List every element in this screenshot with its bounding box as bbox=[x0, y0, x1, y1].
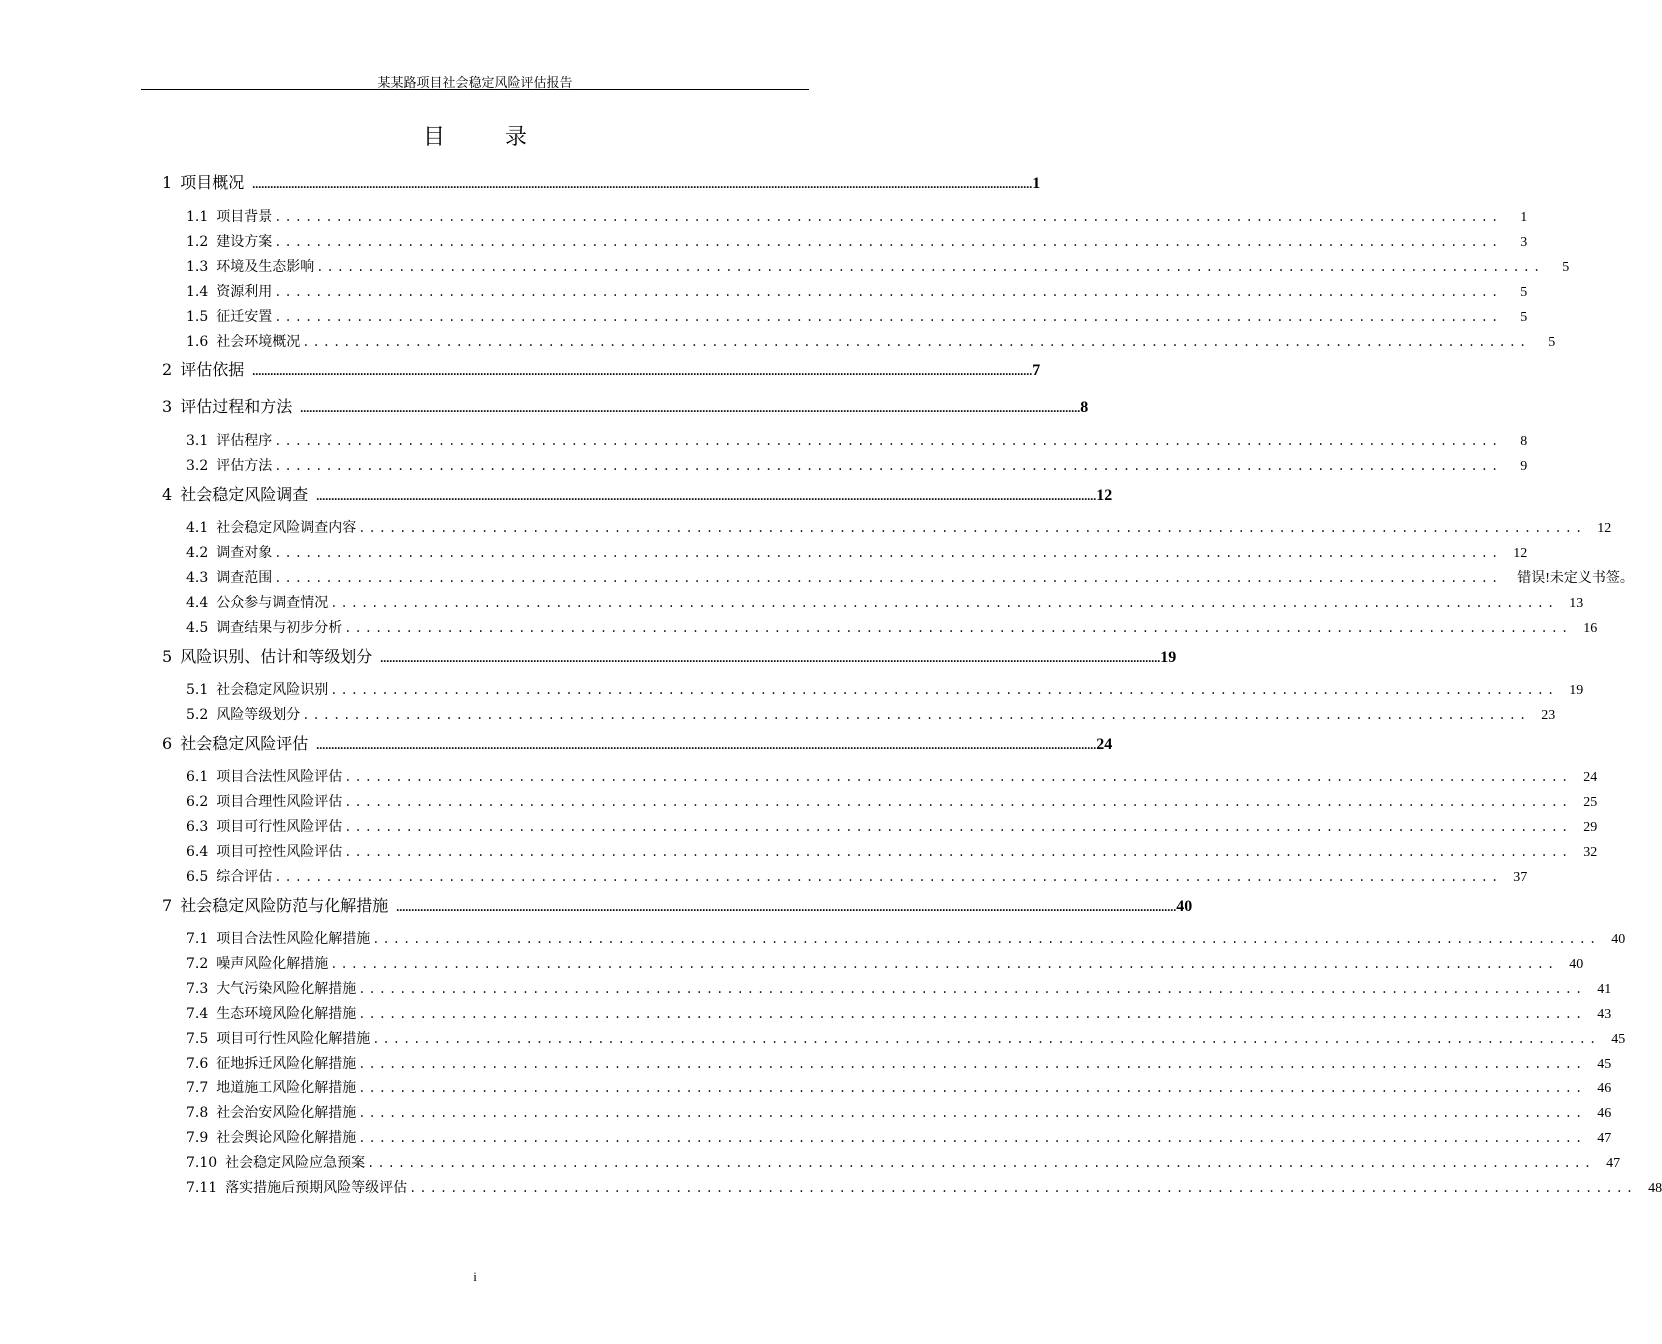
toc-chapter-entry[interactable] bbox=[162, 482, 1113, 505]
toc-entry-page: 1 bbox=[1520, 210, 1528, 225]
toc-section-entry[interactable] bbox=[186, 1177, 1662, 1197]
toc-entry-title: 项目可行性风险化解措施 bbox=[216, 1031, 371, 1047]
toc-entry-title: 项目可控性风险评估 bbox=[216, 844, 343, 860]
toc-chapter-entry[interactable] bbox=[162, 731, 1113, 754]
toc-entry-page: 48 bbox=[1648, 1181, 1662, 1196]
toc-entry-title: 征迁安置 bbox=[216, 309, 273, 325]
toc-entry-page: 40 bbox=[1176, 898, 1193, 915]
toc-entry-number: 7.10 bbox=[186, 1155, 218, 1171]
toc-entry-page: 40 bbox=[1569, 957, 1584, 972]
toc-bookmark-error: 错误!未定义书签。 bbox=[1517, 571, 1634, 586]
toc-entry-title: 项目可行性风险评估 bbox=[216, 819, 343, 835]
toc-leader-dots: ........................................................................................................................ bbox=[330, 683, 1558, 697]
toc-entry-title: 风险识别、估计和等级划分 bbox=[180, 647, 373, 666]
toc-entry-title: 风险等级划分 bbox=[216, 707, 301, 723]
toc-entry-number: 7.11 bbox=[186, 1180, 218, 1196]
toc-leader-dots: ........................................................................................................................ bbox=[274, 434, 1502, 448]
toc-entry-number: 7.3 bbox=[186, 981, 209, 997]
toc-entry-title: 评估程序 bbox=[216, 433, 273, 449]
toc-entry-number: 7.8 bbox=[186, 1105, 209, 1121]
toc-entry-title: 资源利用 bbox=[216, 284, 273, 300]
toc-leader-dots: ........................................................................................................................ bbox=[367, 1156, 1595, 1170]
toc-entry-page: 24 bbox=[1583, 770, 1598, 785]
toc-entry-title: 大气污染风险化解措施 bbox=[216, 981, 357, 997]
toc-entry-number: 7.6 bbox=[186, 1056, 209, 1072]
toc-entry-number: 6 bbox=[162, 734, 173, 753]
toc-chapter-entry[interactable] bbox=[162, 644, 1177, 667]
toc-entry-title: 评估依据 bbox=[180, 360, 245, 379]
toc-entry-page: 5 bbox=[1520, 285, 1528, 300]
toc-entry-page: 5 bbox=[1548, 335, 1556, 350]
toc-chapter-entry[interactable] bbox=[162, 357, 1041, 380]
toc-section-entry[interactable] bbox=[186, 791, 1598, 811]
toc-entry-title: 社会环境概况 bbox=[216, 334, 301, 350]
toc-entry-number: 7.9 bbox=[186, 1130, 209, 1146]
toc-entry-number: 4.2 bbox=[186, 545, 209, 561]
toc-entry-number: 1.1 bbox=[186, 209, 209, 225]
toc-entry-page: 24 bbox=[1096, 736, 1113, 753]
toc-entry-title: 社会稳定风险识别 bbox=[216, 682, 329, 698]
toc-section-entry[interactable] bbox=[186, 517, 1612, 537]
toc-section-entry[interactable] bbox=[186, 1102, 1612, 1122]
toc-leader-dots: ........................................................................................................................ bbox=[302, 708, 1530, 722]
toc-leader-dots: ........................................................................................................................ bbox=[274, 235, 1502, 249]
toc-entry-title: 生态环境风险化解措施 bbox=[216, 1006, 357, 1022]
toc-leader-dots: ........................................................................................................................ bbox=[372, 932, 1600, 946]
toc-entry-page: 1 bbox=[1032, 175, 1041, 192]
toc-entry-page: 46 bbox=[1597, 1081, 1612, 1096]
toc-entry-page: 12 bbox=[1597, 521, 1612, 536]
toc-entry-number: 7.4 bbox=[186, 1006, 209, 1022]
toc-leader-dots: ........................................................................................................................ bbox=[274, 870, 1502, 884]
toc-section-entry[interactable] bbox=[186, 766, 1598, 786]
toc-entry-page: 32 bbox=[1583, 845, 1598, 860]
toc-entry-title: 评估方法 bbox=[216, 458, 273, 474]
toc-leader-dots: ........................................................................................................................ bbox=[302, 335, 1530, 349]
toc-entry-number: 4.1 bbox=[186, 520, 209, 536]
toc-entry-title: 项目合法性风险化解措施 bbox=[216, 931, 371, 947]
toc-entry-number: 5.2 bbox=[186, 707, 209, 723]
toc-entry-title: 社会稳定风险防范与化解措施 bbox=[180, 896, 389, 915]
toc-entry-number: 4 bbox=[162, 485, 173, 504]
toc-section-entry[interactable] bbox=[186, 1003, 1612, 1023]
header-rule bbox=[141, 89, 809, 90]
toc-leader-dots: ........................................................................................................................ bbox=[330, 596, 1558, 610]
toc-entry-title: 落实措施后预期风险等级评估 bbox=[225, 1180, 408, 1196]
toc-entry-page: 45 bbox=[1611, 1032, 1626, 1047]
toc-entry-page: 45 bbox=[1597, 1057, 1612, 1072]
toc-section-entry[interactable] bbox=[186, 1152, 1621, 1172]
toc-entry-page: 40 bbox=[1611, 932, 1626, 947]
toc-section-entry[interactable] bbox=[186, 231, 1528, 251]
toc-section-entry[interactable] bbox=[186, 928, 1626, 948]
toc-entry-page: 8 bbox=[1520, 434, 1528, 449]
toc-entry-number: 1.2 bbox=[186, 234, 209, 250]
toc-leader-dots: ........................................................................................................................ bbox=[358, 521, 1586, 535]
toc-entry-title: 社会稳定风险评估 bbox=[180, 734, 309, 753]
toc-leader-dots: ........................................................................................................................ bbox=[358, 1081, 1586, 1095]
toc-leader-dots: ........................................................................................................................ bbox=[358, 1007, 1586, 1021]
toc-entry-number: 3 bbox=[162, 397, 173, 416]
toc-entry-page: 16 bbox=[1583, 621, 1598, 636]
toc-leader-dots: ........................................................................................................................ bbox=[344, 621, 1572, 635]
toc-entry-number: 4.3 bbox=[186, 570, 209, 586]
toc-section-entry[interactable] bbox=[186, 841, 1598, 861]
toc-section-entry[interactable] bbox=[186, 704, 1556, 724]
toc-entry-number: 6.5 bbox=[186, 869, 209, 885]
toc-leader-dots: .................................................................................................................................................................................................................................................................... bbox=[396, 900, 1177, 914]
toc-entry-title: 社会稳定风险应急预案 bbox=[225, 1155, 366, 1171]
toc-entry-number: 6.1 bbox=[186, 769, 209, 785]
toc-entry-number: 3.2 bbox=[186, 458, 209, 474]
toc-leader-dots: ........................................................................................................................ bbox=[358, 982, 1586, 996]
toc-entry-number: 1.4 bbox=[186, 284, 209, 300]
toc-leader-dots: .................................................................................................................................................................................................................................................................... bbox=[252, 364, 1033, 378]
toc-leader-dots: ........................................................................................................................ bbox=[330, 957, 1558, 971]
toc-leader-dots: ........................................................................................................................ bbox=[274, 210, 1502, 224]
toc-leader-dots: .................................................................................................................................................................................................................................................................... bbox=[380, 651, 1161, 665]
toc-entry-title: 调查结果与初步分析 bbox=[216, 620, 343, 636]
toc-section-entry[interactable] bbox=[186, 455, 1528, 475]
toc-section-entry[interactable] bbox=[186, 542, 1528, 562]
toc-section-entry[interactable] bbox=[186, 816, 1598, 836]
toc-entry-number: 1 bbox=[162, 173, 173, 192]
toc-entry-title: 项目合理性风险评估 bbox=[216, 794, 343, 810]
toc-entry-number: 1.6 bbox=[186, 334, 209, 350]
toc-section-entry[interactable] bbox=[186, 953, 1584, 973]
toc-entry-page: 23 bbox=[1541, 708, 1556, 723]
toc-entry-page: 41 bbox=[1597, 982, 1612, 997]
toc-entry-page: 37 bbox=[1513, 870, 1528, 885]
toc-entry-title: 社会治安风险化解措施 bbox=[216, 1105, 357, 1121]
toc-entry-page: 25 bbox=[1583, 795, 1598, 810]
toc-leader-dots: ........................................................................................................................ bbox=[344, 820, 1572, 834]
toc-entry-title: 公众参与调查情况 bbox=[216, 595, 329, 611]
toc-section-entry[interactable] bbox=[186, 331, 1556, 351]
toc-section-entry[interactable] bbox=[186, 1077, 1612, 1097]
toc-entry-number: 2 bbox=[162, 360, 173, 379]
toc-leader-dots: .................................................................................................................................................................................................................................................................... bbox=[316, 489, 1097, 503]
toc-entry-number: 5 bbox=[162, 647, 173, 666]
toc-entry-title: 社会稳定风险调查 bbox=[180, 485, 309, 504]
toc-section-entry[interactable] bbox=[186, 306, 1528, 326]
toc-chapter-entry[interactable] bbox=[162, 170, 1041, 193]
toc-entry-number: 1.3 bbox=[186, 259, 209, 275]
toc-title: 目录 bbox=[422, 125, 587, 150]
toc-entry-page: 12 bbox=[1513, 546, 1528, 561]
toc-entry-title: 项目背景 bbox=[216, 209, 273, 225]
toc-entry-number: 4.5 bbox=[186, 620, 209, 636]
toc-entry-title: 社会舆论风险化解措施 bbox=[216, 1130, 357, 1146]
toc-leader-dots: ........................................................................................................................ bbox=[358, 1131, 1586, 1145]
toc-leader-dots: ........................................................................................................................ bbox=[274, 285, 1502, 299]
toc-entry-page: 12 bbox=[1096, 487, 1113, 504]
toc-entry-page: 43 bbox=[1597, 1007, 1612, 1022]
toc-leader-dots: ........................................................................................................................ bbox=[409, 1181, 1637, 1195]
toc-leader-dots: ........................................................................................................................ bbox=[344, 845, 1572, 859]
running-header: 某某路项目社会稳定风险评估报告 bbox=[377, 76, 573, 91]
page-number: i bbox=[473, 1269, 477, 1284]
toc-entry-title: 地道施工风险化解措施 bbox=[216, 1080, 357, 1096]
toc-entry-page: 29 bbox=[1583, 820, 1598, 835]
toc-entry-page: 9 bbox=[1520, 459, 1528, 474]
toc-leader-dots: ........................................................................................................................ bbox=[358, 1057, 1586, 1071]
toc-entry-page: 13 bbox=[1569, 596, 1584, 611]
toc-entry-title: 项目概况 bbox=[180, 173, 245, 192]
toc-section-entry[interactable] bbox=[186, 1053, 1612, 1073]
toc-leader-dots: ........................................................................................................................ bbox=[274, 459, 1502, 473]
toc-entry-number: 4.4 bbox=[186, 595, 209, 611]
toc-entry-number: 7.2 bbox=[186, 956, 209, 972]
toc-entry-number: 6.4 bbox=[186, 844, 209, 860]
toc-entry-title: 环境及生态影响 bbox=[216, 259, 315, 275]
toc-section-entry[interactable] bbox=[186, 430, 1528, 450]
toc-entry-page: 5 bbox=[1520, 310, 1528, 325]
toc-section-entry[interactable] bbox=[186, 978, 1612, 998]
toc-entry-page: 46 bbox=[1597, 1106, 1612, 1121]
toc-entry-page: 8 bbox=[1080, 399, 1089, 416]
toc-entry-title: 项目合法性风险评估 bbox=[216, 769, 343, 785]
toc-entry-number: 7.7 bbox=[186, 1080, 209, 1096]
toc-entry-page: 5 bbox=[1562, 260, 1570, 275]
toc-entry-title: 调查对象 bbox=[216, 545, 273, 561]
toc-section-entry[interactable] bbox=[186, 281, 1528, 301]
toc-section-entry[interactable] bbox=[186, 1127, 1612, 1147]
toc-entry-number: 7.1 bbox=[186, 931, 209, 947]
toc-leader-dots: ........................................................................................................................ bbox=[358, 1106, 1586, 1120]
toc-entry-title: 噪声风险化解措施 bbox=[216, 956, 329, 972]
toc-entry-page: 7 bbox=[1032, 362, 1041, 379]
toc-section-entry[interactable] bbox=[186, 567, 1634, 587]
toc-entry-page: 19 bbox=[1569, 683, 1584, 698]
toc-chapter-entry[interactable] bbox=[162, 893, 1193, 916]
toc-section-entry[interactable] bbox=[186, 679, 1584, 699]
toc-section-entry[interactable] bbox=[186, 206, 1528, 226]
toc-section-entry[interactable] bbox=[186, 1028, 1626, 1048]
toc-section-entry[interactable] bbox=[186, 866, 1528, 886]
toc-entry-number: 6.2 bbox=[186, 794, 209, 810]
toc-entry-number: 5.1 bbox=[186, 682, 209, 698]
toc-entry-title: 社会稳定风险调查内容 bbox=[216, 520, 357, 536]
toc-entry-number: 6.3 bbox=[186, 819, 209, 835]
toc-leader-dots: ........................................................................................................................ bbox=[372, 1032, 1600, 1046]
toc-leader-dots: ........................................................................................................................ bbox=[316, 260, 1544, 274]
toc-entry-page: 47 bbox=[1597, 1131, 1612, 1146]
toc-chapter-entry[interactable] bbox=[162, 394, 1089, 417]
toc-entry-number: 1.5 bbox=[186, 309, 209, 325]
toc-entry-page: 3 bbox=[1520, 235, 1528, 250]
toc-entry-title: 评估过程和方法 bbox=[180, 397, 293, 416]
toc-entry-page: 47 bbox=[1606, 1156, 1621, 1171]
toc-entry-title: 调查范围 bbox=[216, 570, 273, 586]
toc-leader-dots: ........................................................................................................................ bbox=[344, 795, 1572, 809]
toc-entry-number: 3.1 bbox=[186, 433, 209, 449]
toc-entry-number: 7.5 bbox=[186, 1031, 209, 1047]
toc-entry-title: 征地拆迁风险化解措施 bbox=[216, 1056, 357, 1072]
toc-entry-title: 综合评估 bbox=[216, 869, 273, 885]
toc-leader-dots: ........................................................................................................................ bbox=[274, 310, 1502, 324]
toc-leader-dots: ........................................................................................................................ bbox=[344, 770, 1572, 784]
toc-leader-dots: ........................................................................................................................ bbox=[274, 571, 1502, 585]
toc-entry-page: 19 bbox=[1160, 649, 1177, 666]
toc-entry-title: 建设方案 bbox=[216, 234, 273, 250]
toc-section-entry[interactable] bbox=[186, 592, 1584, 612]
toc-section-entry[interactable] bbox=[186, 617, 1598, 637]
toc-section-entry[interactable] bbox=[186, 256, 1570, 276]
toc-entry-number: 7 bbox=[162, 896, 173, 915]
toc-leader-dots: .................................................................................................................................................................................................................................................................... bbox=[300, 401, 1081, 415]
toc-leader-dots: .................................................................................................................................................................................................................................................................... bbox=[252, 177, 1033, 191]
toc-leader-dots: .................................................................................................................................................................................................................................................................... bbox=[316, 738, 1097, 752]
toc-leader-dots: ........................................................................................................................ bbox=[274, 546, 1502, 560]
